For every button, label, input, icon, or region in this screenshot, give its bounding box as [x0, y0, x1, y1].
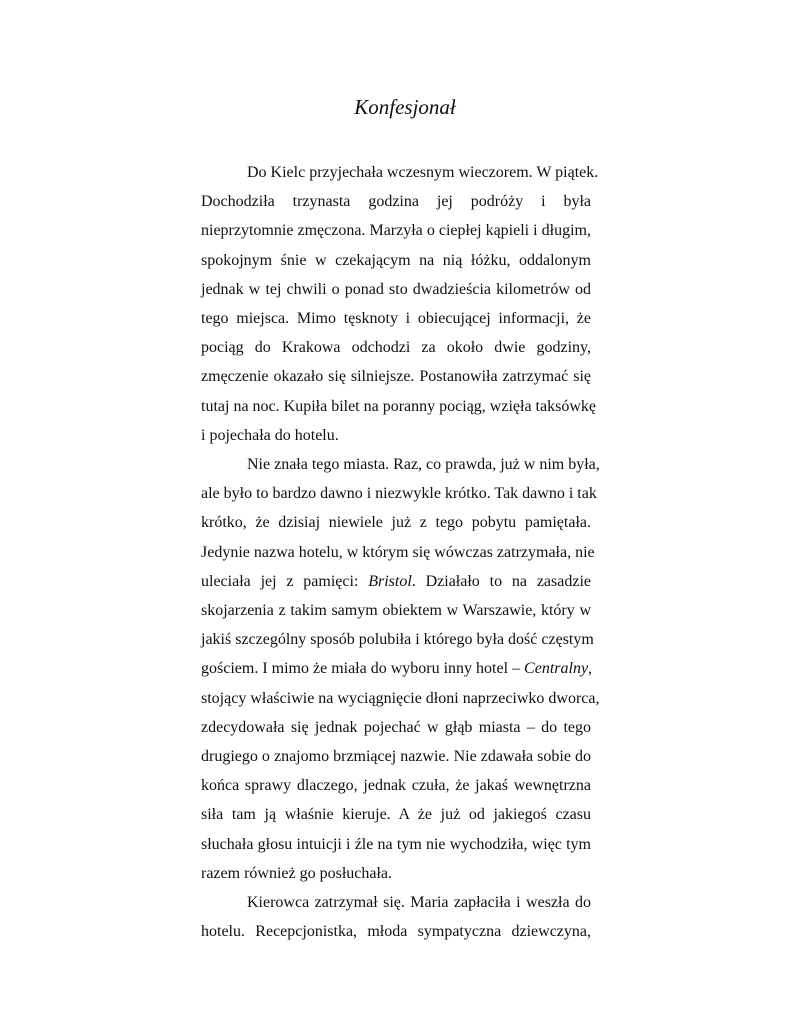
text-line: pociąg do Krakowa odchodzi za około dwie godziny,: [201, 339, 591, 357]
text-line: krótko, że dzisiaj niewiele już z tego pobytu pamiętała.: [201, 514, 591, 532]
body-text: [201, 158, 600, 946]
text-line: tutaj na noc. Kupiła bilet na poranny pociąg, wzięła taksówkę: [201, 397, 596, 415]
text-line: Nie znała tego miasta. Raz, co prawda, już w nim była,: [247, 456, 600, 474]
text-line: hotelu. Recepcjonistka, młoda sympatyczna dziewczyna,: [201, 923, 591, 941]
text-line: stojący właściwie na wyciągnięcie dłoni naprzeciwko dworca,: [201, 689, 600, 707]
text-line: jakiś szczególny sposób polubiła i którego była dość częstym: [201, 631, 594, 649]
text-line: i pojechała do hotelu.: [201, 426, 339, 444]
text-line: nieprzytomnie zmęczona. Marzyła o ciepłej kąpieli i długim,: [201, 222, 591, 240]
text-line: siła tam ją właśnie kieruje. A że już od jakiegoś czasu: [201, 806, 591, 824]
italic-hotel-name: Centralny: [524, 660, 589, 678]
text-line: zdecydowała się jednak pojechać w głąb miasta – do tego: [201, 718, 591, 736]
text-line: drugiego o znajomo brzmiącej nazwie. Nie zdawała sobie do: [201, 748, 591, 766]
text-segment: ,: [588, 660, 593, 678]
text-segment: . Działało to na zasadzie: [411, 572, 591, 590]
paragraph: [201, 450, 600, 888]
text-line: słuchała głosu intuicji i źle na tym nie wychodziła, więc tym: [201, 835, 591, 853]
text-line: razem również go posłuchała.: [201, 864, 393, 882]
text-line: końca sprawy dlaczego, jednak czuła, że jakaś wewnętrzna: [201, 777, 591, 795]
paragraph: [201, 158, 599, 450]
text-segment: uleciała jej z pamięci:: [201, 572, 369, 590]
text-line: tego miejsca. Mimo tęsknoty i obiecującej informacji, że: [201, 310, 591, 328]
text-segment: gościem. I mimo że miała do wyboru inny hotel –: [201, 660, 525, 678]
text-line: Jedynie nazwa hotelu, w którym się wówczas zatrzymała, nie: [201, 543, 595, 561]
text-line: zmęczenie okazało się silniejsze. Postanowiła zatrzymać się: [201, 368, 591, 386]
text-line: ale było to bardzo dawno i niezwykle krótko. Tak dawno i tak: [201, 485, 597, 503]
text-line: jednak w tej chwili o ponad sto dwadzieścia kilometrów od: [201, 280, 591, 298]
text-line: Dochodziła trzynasta godzina jej podróży i była: [201, 193, 591, 211]
text-line: Kierowca zatrzymał się. Maria zapłaciła i weszła do: [247, 894, 591, 912]
text-line: skojarzenia z takim samym obiektem w Warszawie, który w: [201, 602, 591, 620]
paragraph: [201, 888, 591, 946]
text-line: [201, 567, 591, 596]
italic-hotel-name: Bristol: [368, 572, 412, 590]
text-line: Do Kielc przyjechała wczesnym wieczorem. W piątek.: [247, 164, 599, 181]
page-title: Konfesjonał: [354, 95, 456, 119]
text-line: spokojnym śnie w czekającym na nią łóżku, oddalonym: [201, 251, 591, 269]
text-line: [201, 654, 591, 683]
